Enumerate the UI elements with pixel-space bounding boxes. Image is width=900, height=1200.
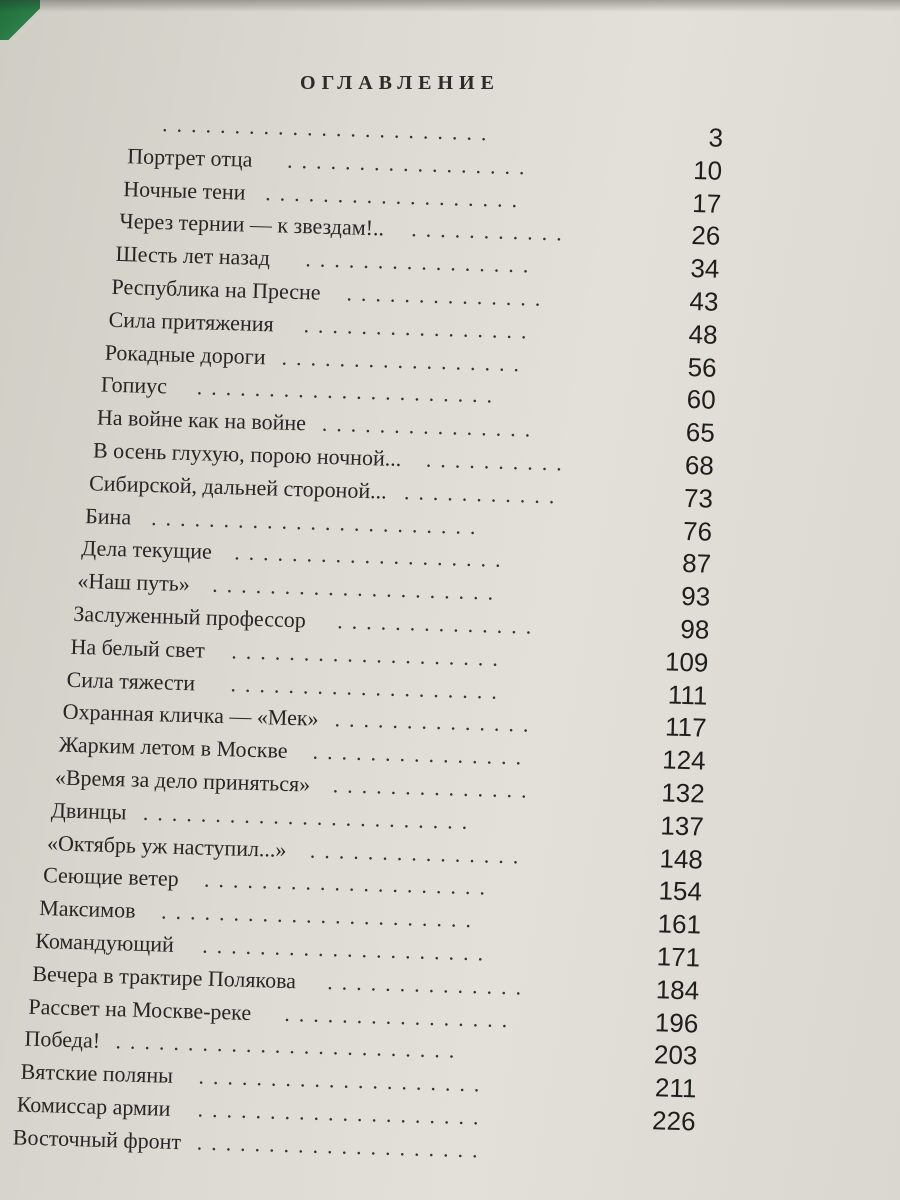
toc-entry-page: 226	[651, 1105, 696, 1137]
toc-heading: ОГЛАВЛЕНИЕ	[300, 72, 500, 94]
toc-entry-page: 161	[657, 908, 702, 940]
dot-leader: ...................	[231, 638, 508, 671]
dot-leader: ................	[303, 312, 536, 344]
toc-entry-title: Вятские поляны	[20, 1058, 174, 1089]
dot-leader: .................	[286, 147, 534, 180]
toc-entry-page: 60	[686, 384, 717, 416]
toc-entry-title: Портрет отца	[126, 143, 253, 172]
toc-entry-title: Максимов	[38, 895, 136, 923]
toc-entry-page: 148	[659, 842, 704, 875]
toc-entry-page: 43	[689, 285, 719, 317]
toc-entry-page: 68	[684, 449, 715, 481]
toc-entry-page: 73	[683, 482, 714, 514]
toc-entry-title: Вечера в трактире Полякова	[32, 960, 297, 994]
toc-entry-title: В осень глухую, порою ночной...	[92, 437, 402, 471]
dot-leader: ....................	[196, 1129, 488, 1163]
toc-entry-title: Через тернии — к звездам!..	[119, 208, 385, 241]
dot-leader: ..............	[334, 706, 538, 738]
toc-entry-page: 117	[664, 711, 707, 743]
dot-leader: ...........	[403, 478, 564, 509]
dot-leader: ....................	[198, 1063, 489, 1097]
toc-entry-title: Охранная кличка — «Мек»	[62, 699, 319, 732]
toc-entry-title: Ночные тени	[123, 175, 246, 205]
toc-entry-title: На белый свет	[70, 633, 206, 663]
toc-entry-page: 211	[654, 1072, 697, 1104]
toc-entry-page: 93	[680, 581, 711, 612]
toc-entry-page: 137	[660, 810, 705, 842]
toc-entry-page: 154	[658, 875, 703, 907]
toc-entry-title: Дела текущие	[80, 535, 213, 565]
dot-leader: ....................	[197, 1096, 488, 1130]
dot-leader: ...............	[312, 738, 531, 770]
toc-entry-title: «Октябрь уж наступил...»	[46, 829, 287, 862]
dot-leader: .......................	[142, 799, 477, 835]
toc-entry-title: Победа!	[24, 1026, 101, 1054]
dot-leader: ..............	[346, 280, 550, 312]
dot-leader: .....................	[196, 374, 502, 409]
toc-entry-title: Жарким летом в Москве	[58, 731, 288, 764]
toc-entry-page: 10	[692, 154, 723, 186]
toc-entry-page: 48	[688, 318, 718, 350]
toc-entry-title: Сила тяжести	[66, 666, 196, 695]
dot-leader: .......................	[161, 111, 496, 146]
dot-leader: ...............	[321, 410, 540, 443]
dot-leader: .......................	[150, 504, 485, 539]
toc-entry-title: Сила притяжения	[108, 306, 275, 337]
dot-leader: ....................	[203, 867, 495, 901]
toc-entry-page: 132	[660, 777, 706, 809]
toc-entry-page: 98	[679, 613, 710, 645]
toc-entry-title: Командующий	[35, 927, 175, 957]
toc-entry-title: Сибирской, дальней стороной...	[88, 470, 388, 504]
toc-entry-title: Бина	[84, 502, 132, 530]
dot-leader: ........................	[115, 1028, 464, 1064]
dot-leader: ..................	[264, 179, 527, 212]
toc-entry-title: Двинцы	[50, 797, 127, 825]
toc-entry-page: 26	[690, 220, 721, 252]
toc-entry-page: 34	[690, 253, 720, 284]
dot-leader: ..........	[425, 446, 572, 476]
toc-entry-title: Комиссар армии	[16, 1091, 171, 1121]
toc-entry-page: 196	[654, 1006, 699, 1039]
dot-leader: ................	[284, 1000, 517, 1033]
dot-leader: ..............	[332, 772, 537, 803]
dot-leader: ...................	[230, 670, 507, 704]
toc-entry-title: Рассвет на Москве-реке	[28, 993, 252, 1025]
toc-entry-title: Республика на Пресне	[111, 273, 321, 305]
toc-entry-page: 3	[708, 122, 724, 153]
toc-entry-page: 184	[655, 974, 700, 1006]
toc-entry-title: «Время за дело приняться»	[54, 764, 311, 797]
dot-leader: ...................	[233, 539, 511, 573]
toc-entry-page: 203	[653, 1039, 698, 1071]
toc-entry-title: Рокадные дороги	[104, 339, 266, 369]
dot-leader: ................	[305, 246, 538, 278]
dot-leader: ......................	[160, 898, 481, 933]
toc-entry-title: Восточный фронт	[12, 1124, 182, 1154]
toc-entry-page: 171	[656, 941, 701, 973]
toc-entry-page: 65	[685, 417, 716, 448]
dot-leader: ....................	[212, 571, 503, 606]
dot-leader: ...........	[411, 216, 572, 247]
toc-entry-title: Шесть лет назад	[115, 241, 271, 271]
toc-entry-title: «Наш путь»	[77, 568, 191, 597]
toc-entry-page: 76	[682, 515, 713, 547]
toc-entry-title: Гопиус	[100, 371, 168, 399]
dot-leader: ..............	[326, 968, 531, 1000]
toc-entry-title: Заслуженный профессор	[73, 600, 307, 633]
dot-leader: .................	[281, 344, 529, 377]
toc-entry-page: 124	[661, 744, 707, 776]
toc-entry-page: 17	[691, 187, 722, 219]
dot-leader: ...............	[309, 837, 528, 869]
dot-leader: ..............	[337, 608, 541, 639]
dot-leader: ....................	[201, 932, 493, 966]
toc-entry-page: 87	[681, 548, 712, 580]
toc-entry-page: 111	[667, 679, 708, 711]
toc-entry-page: 109	[664, 646, 709, 678]
toc-entry-title: На войне как на войне	[96, 404, 307, 436]
toc-entry-title: Сеющие ветер	[42, 862, 180, 892]
toc-entry-page: 56	[687, 351, 718, 383]
